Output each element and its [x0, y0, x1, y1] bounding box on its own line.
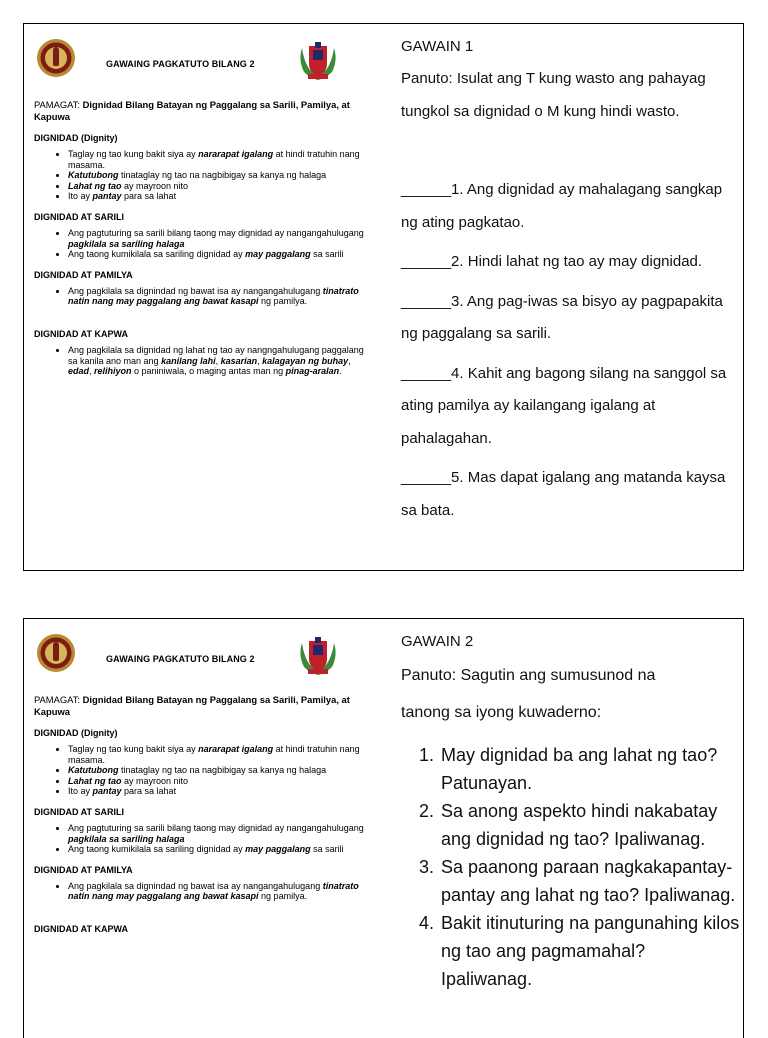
list-item: • Ang pagkilala sa dignindad ng bawat isa ay nangangahulugang tinatrato natin nang may paggalang ang bawat kasapi ng pamilya. [68, 881, 374, 902]
list-item: • Ang taong kumikilala sa sariling dignidad ay may paggalang sa sarili [68, 844, 374, 855]
list-item: • Taglay ng tao kung bakit siya ay nararapat igalang at hindi tratuhin nang masama. [68, 149, 374, 170]
section-sarili: DIGNIDAD AT SARILI [34, 806, 124, 817]
section-sarili: DIGNIDAD AT SARILI [34, 211, 124, 222]
list-item: • Katutubong tinataglay ng tao na nagbibigay sa kanya ng halaga [68, 765, 374, 776]
pamagat-label: PAMAGAT: [34, 99, 81, 110]
section-dignidad: DIGNIDAD (Dignity) [34, 728, 118, 738]
list-item: • Ang pagtuturing sa sarili bilang taong may dignidad ay nangangahulugang pagkilala sa sariling halaga [68, 228, 374, 249]
gawain-2-title: GAWAIN 2 [401, 633, 474, 650]
section-kapwa: DIGNIDAD AT KAPWA [34, 328, 128, 339]
school-crest-icon [296, 633, 340, 677]
dignidad-list [34, 744, 374, 797]
gawain-2-questions [401, 741, 741, 993]
item-5-line-1: ______5. Mas dapat igalang ang matanda kaysa [401, 469, 726, 486]
item-4-line-3: pahalagahan. [401, 429, 492, 447]
pamagat-text: Dignidad Bilang Batayan ng Paggalang sa Sarili, Pamilya, at Kapuwa [34, 99, 350, 122]
item-2-line-1: ______2. Hindi lahat ng tao ay may dignidad. [401, 253, 703, 270]
gawain-2-panuto-line-1: Panuto: Sagutin ang sumusunod na [401, 667, 656, 684]
pamagat [34, 694, 374, 718]
gawain-1-title: GAWAIN 1 [401, 38, 474, 55]
item-1-line-1: ______1. Ang dignidad ay mahalagang sangkap [401, 181, 723, 198]
section-pamilya: DIGNIDAD AT PAMILYA [34, 864, 133, 875]
worksheet-card-2 [23, 618, 744, 1038]
gawain-1 [401, 34, 741, 527]
lesson-summary [34, 34, 374, 377]
item-3-line-2: ng paggalang sa sarili. [401, 325, 552, 342]
lesson-summary [34, 629, 374, 940]
worksheet-card-1 [23, 23, 744, 571]
pamagat-label: PAMAGAT: [34, 694, 81, 705]
sarili-list [34, 228, 374, 260]
gawain-2-panuto-line-2: tanong sa iyong kuwaderno: [401, 703, 602, 721]
question-item: 2. Sa anong aspekto hindi nakabatay ang dignidad ng tao? Ipaliwanag. [439, 797, 741, 853]
section-pamilya: DIGNIDAD AT PAMILYA [34, 269, 133, 280]
list-item: • Ang taong kumikilala sa sariling dignidad ay may paggalang sa sarili [68, 249, 374, 260]
gawain-1-items [401, 174, 741, 527]
list-item: • Lahat ng tao ay mayroon nito [68, 776, 374, 787]
question-item: 1. May dignidad ba ang lahat ng tao? Patunayan. [439, 741, 741, 797]
gawain-1-panuto-line-1: Panuto: Isulat ang T kung wasto ang pahayag [401, 70, 706, 87]
pamilya-list [34, 286, 374, 307]
question-item: 3. Sa paanong paraan nagkakapantay-pantay ang lahat ng tao? Ipaliwanag. [439, 853, 741, 909]
list-item: • Ito ay pantay para sa lahat [68, 786, 374, 797]
list-item: • Ito ay pantay para sa lahat [68, 191, 374, 202]
item-4-line-2: ating pamilya ay kailangang igalang at [401, 397, 656, 414]
lesson-header [34, 629, 374, 691]
dignidad-list [34, 149, 374, 202]
item-5-line-2: sa bata. [401, 501, 455, 519]
list-item: • Lahat ng tao ay mayroon nito [68, 181, 374, 192]
pamagat [34, 99, 374, 123]
gawain-2 [401, 629, 741, 993]
item-1-line-2: ng ating pagkatao. [401, 213, 525, 231]
item-3-line-1: ______3. Ang pag-iwas sa bisyo ay pagpapakita [401, 292, 723, 310]
school-seal-icon [36, 38, 76, 78]
pamilya-list [34, 881, 374, 902]
section-kapwa: DIGNIDAD AT KAPWA [34, 923, 128, 934]
school-seal-icon [36, 633, 76, 673]
question-item: 4. Bakit itinuturing na pangunahing kilos ng tao ang pagmamahal? Ipaliwanag. [439, 909, 741, 993]
list-item: • Ang pagkilala sa dignindad ng bawat isa ay nangangahulugang tinatrato natin nang may paggalang ang bawat kasapi ng pamilya. [68, 286, 374, 307]
list-item: • Ang pagtuturing sa sarili bilang taong may dignidad ay nangangahulugang pagkilala sa sariling halaga [68, 823, 374, 844]
item-4-line-1: ______4. Kahit ang bagong silang na sanggol sa [401, 364, 727, 382]
list-item: • Taglay ng tao kung bakit siya ay nararapat igalang at hindi tratuhin nang masama. [68, 744, 374, 765]
pamagat-text: Dignidad Bilang Batayan ng Paggalang sa Sarili, Pamilya, at Kapuwa [34, 694, 350, 717]
lesson-header-title: GAWAING PAGKATUTO BILANG 2 [106, 59, 255, 69]
sarili-list [34, 823, 374, 855]
lesson-header [34, 34, 374, 96]
section-dignidad: DIGNIDAD (Dignity) [34, 133, 118, 143]
lesson-header-title: GAWAING PAGKATUTO BILANG 2 [106, 654, 255, 664]
school-crest-icon [296, 38, 340, 82]
list-item: • Katutubong tinataglay ng tao na nagbibigay sa kanya ng halaga [68, 170, 374, 181]
gawain-1-panuto-line-2: tungkol sa dignidad o M kung hindi wasto. [401, 102, 680, 120]
kapwa-list [34, 345, 374, 377]
list-item: • Ang pagkilala sa dignidad ng lahat ng tao ay nangngahulugang paggalang sa kanila ano man ang kanilang lahi, kasarian, kalagayan ng buhay, edad, relihiyon o paniniwala, o maging antas man ng pinag-aralan. [68, 345, 374, 377]
